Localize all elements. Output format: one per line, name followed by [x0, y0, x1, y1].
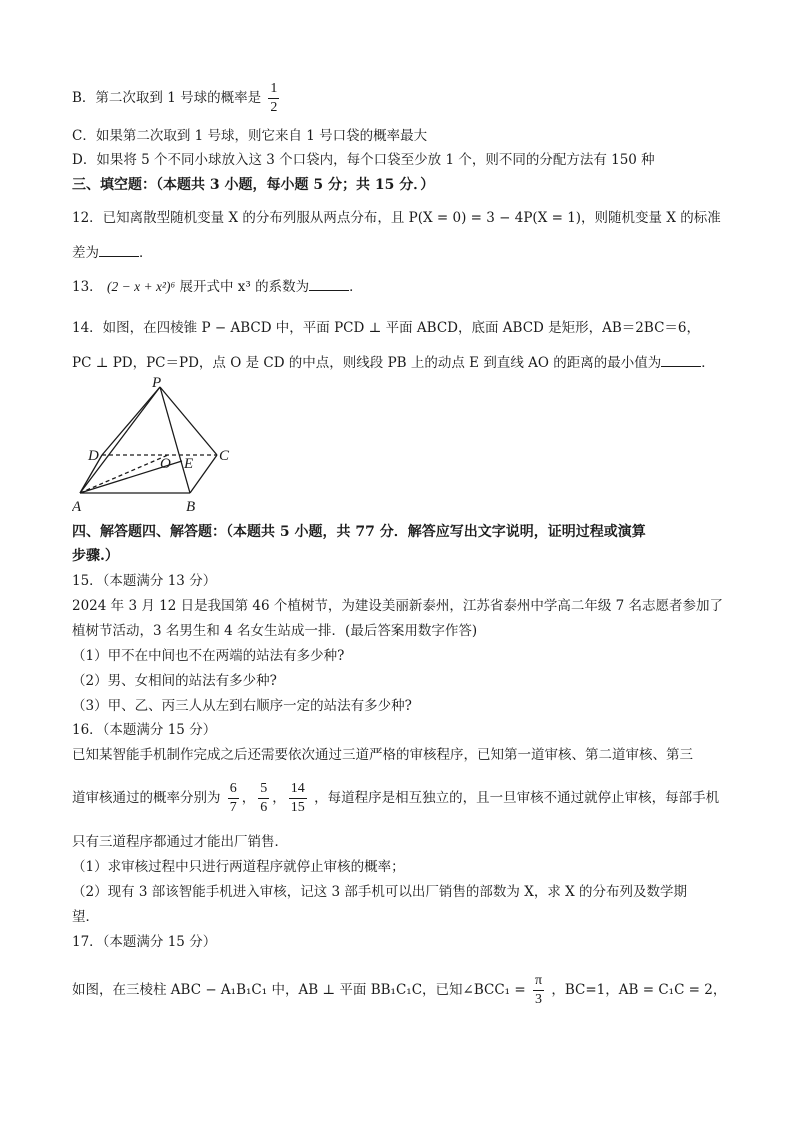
q15-part3: （3）甲、乙、丙三人从左到右顺序一定的站法有多少种? [72, 698, 412, 714]
q17-line1 [72, 972, 734, 1009]
fraction-denominator: 2 [270, 100, 278, 115]
q12-text: 差为 [72, 245, 99, 261]
edge-pa [80, 387, 160, 493]
q15-part2: （2）男、女相间的站法有多少种? [72, 673, 277, 689]
fraction-denominator: 15 [290, 800, 305, 815]
edge-pc [160, 387, 217, 455]
answer-blank [309, 276, 349, 291]
fraction-numerator: 6 [228, 780, 239, 799]
section-4-heading-line1: 四、解答题四、解答题：（本题共 5 小题，共 77 分．解答应写出文字说明，证明过程或演算 [72, 524, 646, 540]
edge-pb [160, 387, 190, 493]
q15-part1: （1）甲不在中间也不在两端的站法有多少种? [72, 648, 345, 664]
q17-header: 17．（本题满分 15 分） [72, 934, 217, 950]
fraction-14-15 [289, 780, 307, 817]
q15-line2: 植树节活动，3 名男生和 4 名女生站成一排．(最后答案用数字作答) [72, 623, 478, 639]
q12-period: ． [139, 245, 153, 261]
q16-line3: 只有三道程序都通过才能出厂销售． [72, 834, 288, 850]
fraction-denominator: 3 [535, 992, 543, 1007]
option-c: C．如果第二次取到 1 号球，则它来自 1 号口袋的概率最大 [72, 128, 428, 144]
fraction-denominator: 6 [260, 800, 268, 815]
q14-period: ． [701, 355, 715, 371]
fraction-6-7 [228, 780, 239, 817]
edge-pd [102, 387, 160, 455]
pyramid-figure [72, 375, 232, 515]
label-a: A [72, 499, 82, 515]
section-3-heading: 三、填空题：（本题共 3 小题，每小题 5 分；共 15 分．） [72, 177, 435, 193]
label-b: B [186, 499, 196, 515]
q12-line2 [72, 242, 734, 263]
fraction-numerator: π [533, 972, 544, 991]
fraction-denominator: 7 [229, 800, 237, 815]
label-o: O [160, 456, 171, 472]
q16-part1: （1）求审核过程中只进行两道程序就停止审核的概率； [72, 859, 405, 875]
q16-line1: 已知某智能手机制作完成之后还需要依次通过三道严格的审核程序，已知第一道审核、第二道审核、第三 [72, 747, 693, 763]
q16-header: 16．（本题满分 15 分） [72, 722, 217, 738]
answer-blank [661, 352, 701, 367]
q13-text: 展开式中 x³ 的系数为 [179, 279, 310, 295]
answer-blank [99, 242, 139, 257]
q16-line2: 道审核通过的概率分别为 $\frac{6}{7}$ ， $\frac{5}{6}$ ， $\frac{14}{15}$ ，每道程序是相互独立的，且一旦审核不通过就停止审核，每部手机 [72, 781, 720, 815]
q17-text-post: ，BC=1，AB = C₁C = 2， [551, 982, 727, 998]
fraction-5-6 [258, 780, 269, 817]
q16-text-pre: 道审核通过的概率分别为 [72, 790, 221, 806]
fraction-numerator: 5 [258, 780, 269, 799]
fraction-numerator: 14 [289, 780, 307, 799]
section-4-heading-line2: 步骤.） [72, 548, 119, 564]
q13-number: 13． [72, 279, 103, 295]
q15-header: 15．（本题满分 13 分） [72, 573, 217, 589]
q13-line [72, 276, 734, 297]
q16-text-post: ，每道程序是相互独立的，且一旦审核不通过就停止审核，每部手机 [314, 790, 720, 806]
label-d: D [88, 448, 99, 464]
q16-part2: （2）现有 3 部该智能手机进入审核，记这 3 部手机可以出厂销售的部数为 X，求 X 的分布列及数学期 [72, 884, 688, 900]
q15-line1: 2024 年 3 月 12 日是我国第 46 个植树节，为建设美丽新泰州，江苏省泰州中学高二年级 7 名志愿者参加了 [72, 598, 724, 614]
q14-line2 [72, 352, 734, 373]
q14-text: PC ⊥ PD，PC＝PD，点 O 是 CD 的中点，则线段 PB 上的动点 E 到直线 AO 的距离的最小值为 [72, 355, 662, 371]
option-b [72, 80, 734, 117]
q13-expression: (2 − x + x²)⁶ [106, 279, 176, 294]
q16-part2-cont: 望． [72, 909, 99, 925]
q12-line1: 12．已知离散型随机变量 X 的分布列服从两点分布，且 P(X = 0) = 3 − 4P(X = 1)，则随机变量 X 的标准 [72, 210, 721, 226]
label-c: C [219, 448, 230, 464]
q14-line1: 14．如图，在四棱锥 P − ABCD 中，平面 PCD ⊥ 平面 ABCD，底面 ABCD 是矩形，AB＝2BC＝6， [72, 320, 700, 336]
option-b-text: B．第二次取到 1 号球的概率是 [72, 90, 262, 106]
fraction-numerator: 1 [268, 80, 279, 99]
q13-period: ． [349, 279, 363, 295]
option-d: D．如果将 5 个不同小球放入这 3 个口袋内，每个口袋至少放 1 个，则不同的分配方法有 150 种 [72, 152, 655, 168]
fraction-pi-3 [533, 972, 544, 1009]
label-e: E [184, 456, 194, 472]
fraction-one-half [268, 80, 279, 117]
edge-bc [190, 455, 217, 493]
label-p: P [152, 375, 162, 391]
q17-text-pre: 如图，在三棱柱 ABC − A₁B₁C₁ 中，AB ⊥ 平面 BB₁C₁C，已知∠BCC₁ = [72, 982, 526, 998]
